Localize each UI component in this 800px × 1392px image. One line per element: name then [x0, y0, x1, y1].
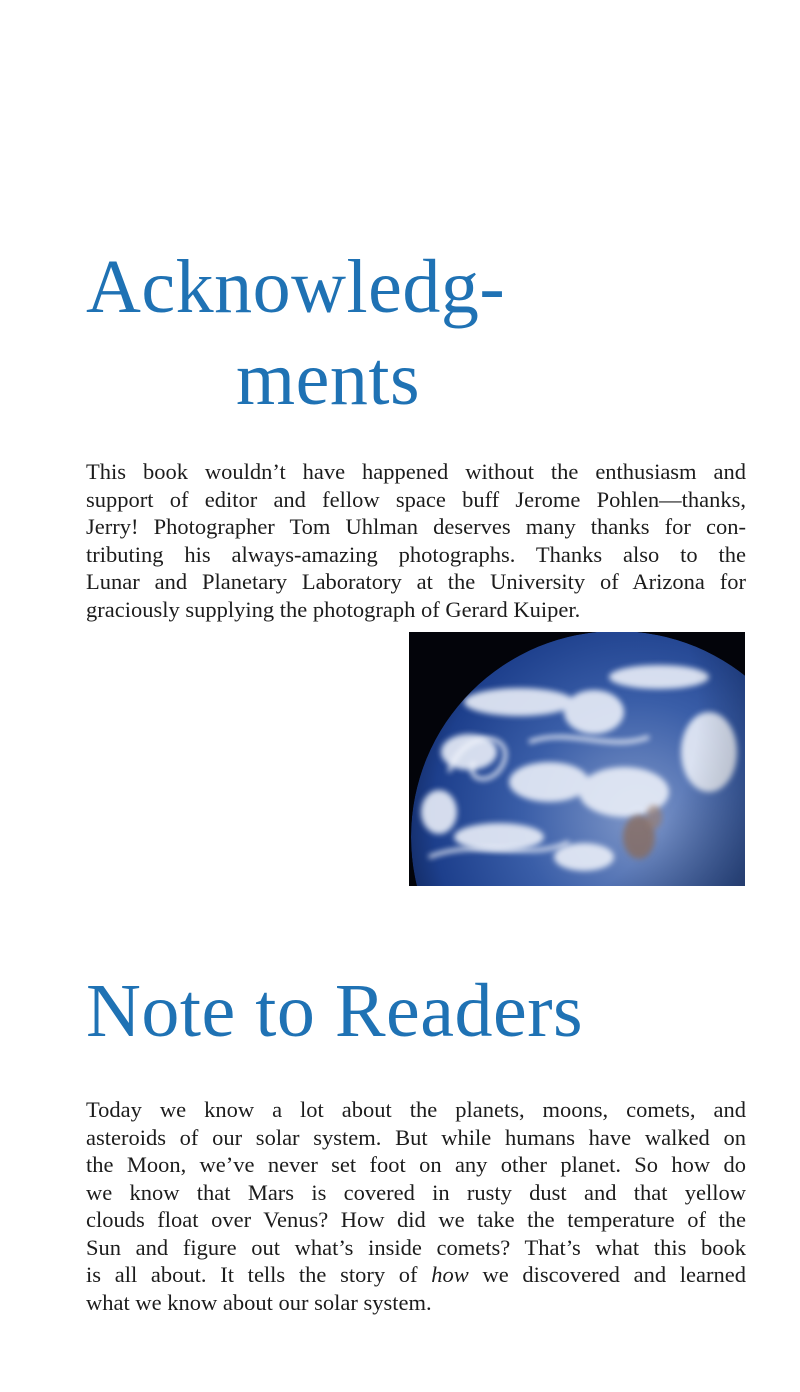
paragraph-line: tributing his always-amazing photographs. Thanks also to the: [86, 541, 746, 567]
paragraph-line: This book wouldn’t have happened without the enthusiasm and: [86, 459, 746, 484]
acknowledgments-heading-line2: ments: [236, 337, 421, 421]
line-text: we know that Mars is covered in rusty dust and that yellow: [86, 1179, 746, 1205]
line-text: we discovered and learned: [468, 1262, 746, 1287]
line-text: the Moon, we’ve never set foot on any other planet. So how do: [86, 1152, 746, 1177]
line-text: clouds float over Venus? How did we take the temperature of the: [86, 1207, 746, 1232]
paragraph-line: graciously supplying the photograph of Gerard Kuiper.: [86, 596, 581, 622]
paragraph-line: support of editor and fellow space buff Jerome Pohlen—thanks,: [86, 486, 746, 512]
paragraph-line: Lunar and Planetary Laboratory at the University of Arizona for: [86, 569, 746, 594]
line-text: is all about. It tells the story of: [86, 1262, 432, 1287]
paragraph-line: [86, 1289, 746, 1317]
note-to-readers-paragraph: [86, 1096, 746, 1316]
paragraph-line: [86, 1234, 746, 1262]
note-to-readers-heading: Note to Readers: [86, 969, 584, 1053]
acknowledgments-heading-line1: Acknowledg-: [86, 245, 506, 329]
paragraph-line: [86, 1151, 746, 1179]
earth-photo: [409, 632, 745, 886]
paragraph-line: [86, 1179, 746, 1207]
paragraph-line: Jerry! Photographer Tom Uhlman deserves many thanks for con-: [86, 514, 746, 539]
paragraph-line: [86, 1124, 746, 1152]
line-text: what we know about our solar system.: [86, 1289, 432, 1315]
emphasized-word: how: [431, 1262, 469, 1287]
paragraph-line: [86, 1096, 746, 1124]
line-text: Sun and figure out what’s inside comets? That’s what this book: [86, 1234, 746, 1260]
line-text: Today we know a lot about the planets, moons, comets, and: [86, 1097, 746, 1122]
paragraph-line: [86, 1206, 746, 1234]
acknowledgments-paragraph: [86, 458, 746, 623]
paragraph-line: [86, 1261, 746, 1289]
line-text: asteroids of our solar system. But while humans have walked on: [86, 1124, 746, 1150]
